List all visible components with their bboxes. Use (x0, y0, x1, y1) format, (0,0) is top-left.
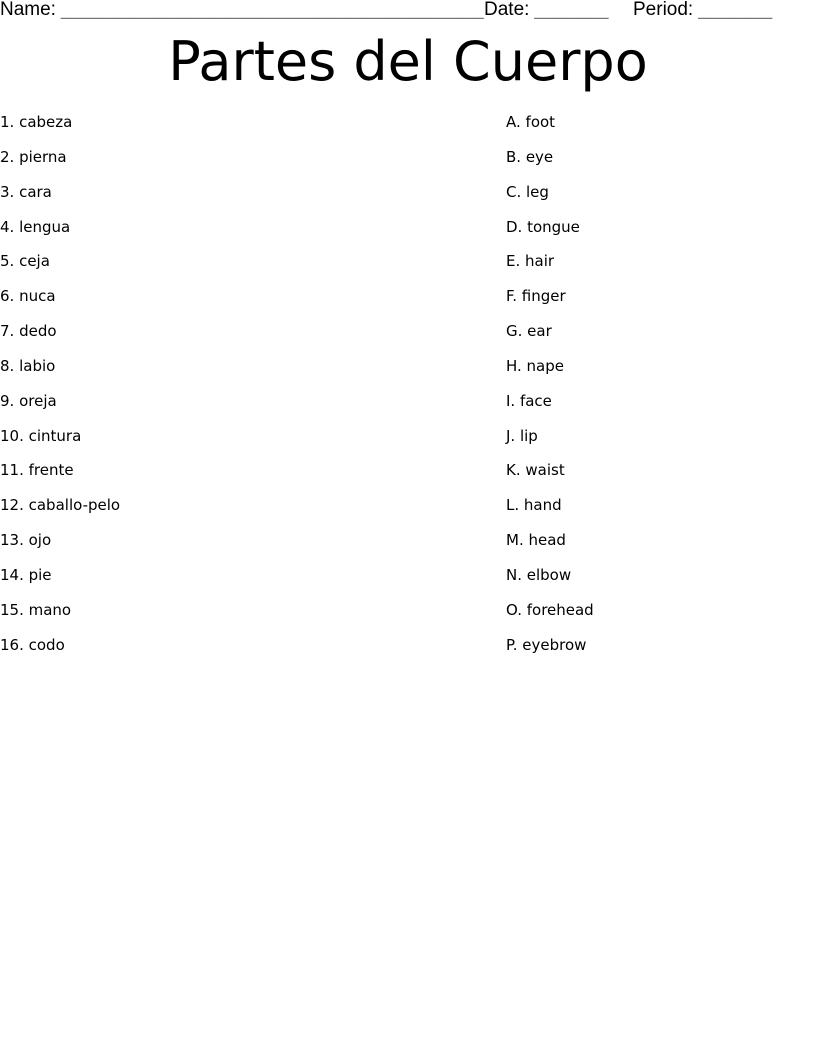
name-field[interactable] (0, 0, 484, 20)
spanish-term: 11. frente (0, 461, 74, 480)
spanish-term: 8. labio (0, 356, 56, 375)
spanish-term: 1. cabeza (0, 113, 73, 131)
english-option: B. eye (506, 147, 554, 166)
english-option: M. head (506, 531, 566, 550)
spanish-term: 5. ceja (0, 252, 50, 271)
period-field[interactable] (633, 0, 772, 20)
english-option: F. finger (506, 287, 566, 306)
spanish-term: 14. pie (0, 565, 52, 584)
spanish-term: 4. lengua (0, 217, 71, 236)
name-label: Name: (0, 0, 56, 20)
spanish-term: 9. oreja (0, 391, 57, 410)
english-option: I. face (506, 391, 552, 410)
english-option: L. hand (506, 496, 562, 515)
english-option: P. eyebrow (506, 635, 587, 654)
english-option: J. lip (506, 426, 538, 445)
spanish-term: 12. caballo-pelo (0, 496, 121, 515)
english-option: K. waist (506, 461, 565, 480)
period-blank[interactable]: _______ (698, 0, 773, 20)
date-field[interactable] (484, 0, 608, 20)
english-option: O. forehead (506, 600, 594, 619)
english-option: H. nape (506, 356, 565, 375)
spanish-term: 2. pierna (0, 147, 67, 166)
spanish-term: 10. cintura (0, 426, 82, 445)
english-option: E. hair (506, 252, 555, 271)
english-option: A. foot (506, 113, 556, 131)
period-label: Period: (633, 0, 694, 20)
english-option: N. elbow (506, 565, 572, 584)
english-options-list (506, 110, 594, 668)
spanish-terms-list (0, 110, 120, 668)
spanish-term: 7. dedo (0, 322, 57, 341)
student-info-header (0, 0, 816, 24)
english-option: C. leg (506, 182, 549, 201)
page-title: Partes del Cuerpo (168, 30, 648, 93)
spanish-term: 13. ojo (0, 531, 52, 550)
english-option: G. ear (506, 322, 552, 341)
spanish-term: 16. codo (0, 635, 65, 654)
english-option: D. tongue (506, 217, 580, 236)
date-blank[interactable]: _______ (534, 0, 609, 20)
name-blank[interactable]: ________________________________________ (60, 0, 484, 20)
date-label: Date: (484, 0, 530, 20)
spanish-term: 3. cara (0, 182, 52, 201)
spanish-term: 15. mano (0, 600, 72, 619)
spanish-term: 6. nuca (0, 287, 56, 306)
